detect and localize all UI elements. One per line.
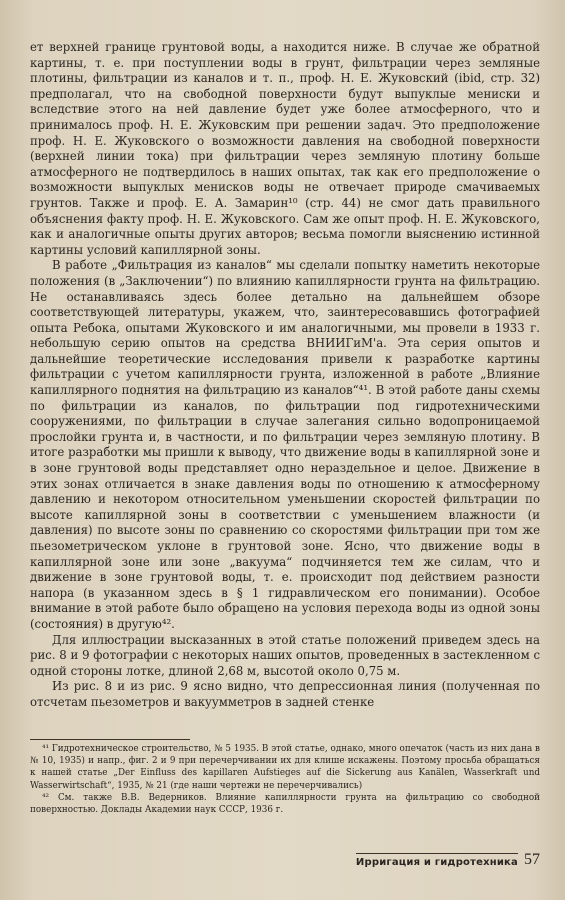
page-footer: [300, 843, 540, 869]
footnote-42: ⁴² См. также В.В. Ведерников. Влияние капиллярности грунта на фильтрацию со свободной поверхностью. Доклады Академии наук СССР, 1936 г.: [30, 792, 540, 816]
footnotes: [30, 743, 540, 816]
paragraph-2: В работе „Фильтрация из каналов“ мы сделали попытку наметить некоторые положения (в „Заключении“) по влиянию капиллярности грунта на фильтрацию. Не останавливаясь здесь более детально на дальнейшем обзоре соответствующей литературы, укажем, что, заинтересовавшись фотографией опыта Ребока, опытами Жуковского и им аналогичными, мы провели в 1933 г. небольшую серию опытов на средства ВНИИГиМ'а. Эта серия опытов и дальнейшие теоретические исследования привели к разработке картины фильтрации с учетом капиллярности грунта, изложенной в работе „Влияние капиллярного поднятия на фильтрацию из каналов“⁴¹. В этой работе даны схемы по фильтрации из каналов, по фильтрации под гидротехническими сооружениями, по фильтрации в случае залегания сильно водопроницаемой прослойки грунта и, в частности, и по фильтрации через земляную плотину. В итоге разработки мы пришли к выводу, что движение воды в капиллярной зоне и в зоне грунтовой воды представляет одно нераздельное и целое. Движение в этих зонах отличается в знаке давления воды по отношению к атмосферному давлению и некотором относительном уменьшении скоростей фильтрации по высоте капиллярной зоны в соответствии с уменьшением влажности (и давления) по высоте зоны по сравнению со скоростями фильтрации при том же пьезометрическом уклоне в грунтовой зоне. Ясно, что движение воды в капиллярной зоне или зоне „вакуума“ подчиняется тем же силам, что и движение в зоне грунтовой воды, т. е. происходит под действием разности напора (в указанном здесь в § 1 гидравлическом его понимании). Особое внимание в этой работе было обращено на условия перехода воды из одной зоны (состояния) в другую⁴².: [30, 258, 540, 631]
footnote-41: ⁴¹ Гидротехническое строительство, № 5 1935. В этой статье, однако, много опечаток (часть из них дана в № 10, 1935) и напр., фиг. 2 и 9 при перечерчивании их для клише искажены. Поэтому просьба обращаться к нашей статье „Der Einfluss des kapillaren Aufstieges auf die Sickerung aus Kanälen, Wasserkraft und Wasserwirtschaft“, 1935, № 21 (где наши чертежи не перечерчивались): [30, 744, 540, 791]
paragraph-3: Для иллюстрации высказанных в этой статье положений приведем здесь на рис. 8 и 9 фотографии с некоторых наших опытов, проведенных в застекленном с одной стороны лотке, длиной 2,68 м, высотой около 0,75 м.: [30, 632, 540, 678]
paragraph-1: ет верхней границе грунтовой воды, а находится ниже. В случае же обратной картины, т. е. при поступлении воды в грунт, фильтрации через земляные плотины, фильтрации из каналов и т. п., проф. Н. Е. Жуковский (ibid, стр. 32) предполагал, что на свободной поверхности будут выпуклые мениски и вследствие этого на ней давление будет уже более атмосферного, что и принималось проф. Н. Е. Жуковским при решении задач. Это предположение проф. Н. Е. Жуковского о возможности давления на свободной поверхности (верхней линии тока) при фильтрации через земляную плотину больше атмосферного не подтвердилось в наших опытах, так как его предположение о возможности выпуклых менисков воды не отвечает природе смачиваемых грунтов. Также и проф. Е. А. Замарин¹⁰ (стр. 44) не смог дать правильного объяснения факту проф. Н. Е. Жуковского. Сам же опыт проф. Н. Е. Жуковского, как и аналогичные опыты других авторов; весьма помогли выяснению истинной картины условий капиллярной зоны.: [30, 40, 540, 257]
paragraph-4: Из рис. 8 и из рис. 9 ясно видно, что депрессионная линия (полученная по отсчетам пьезометров и вакуумметров в задней стенке: [30, 679, 540, 709]
main-text: [30, 40, 540, 711]
page-number: 57: [524, 851, 540, 868]
journal-title: Ирригация и гидротехника: [356, 853, 518, 869]
